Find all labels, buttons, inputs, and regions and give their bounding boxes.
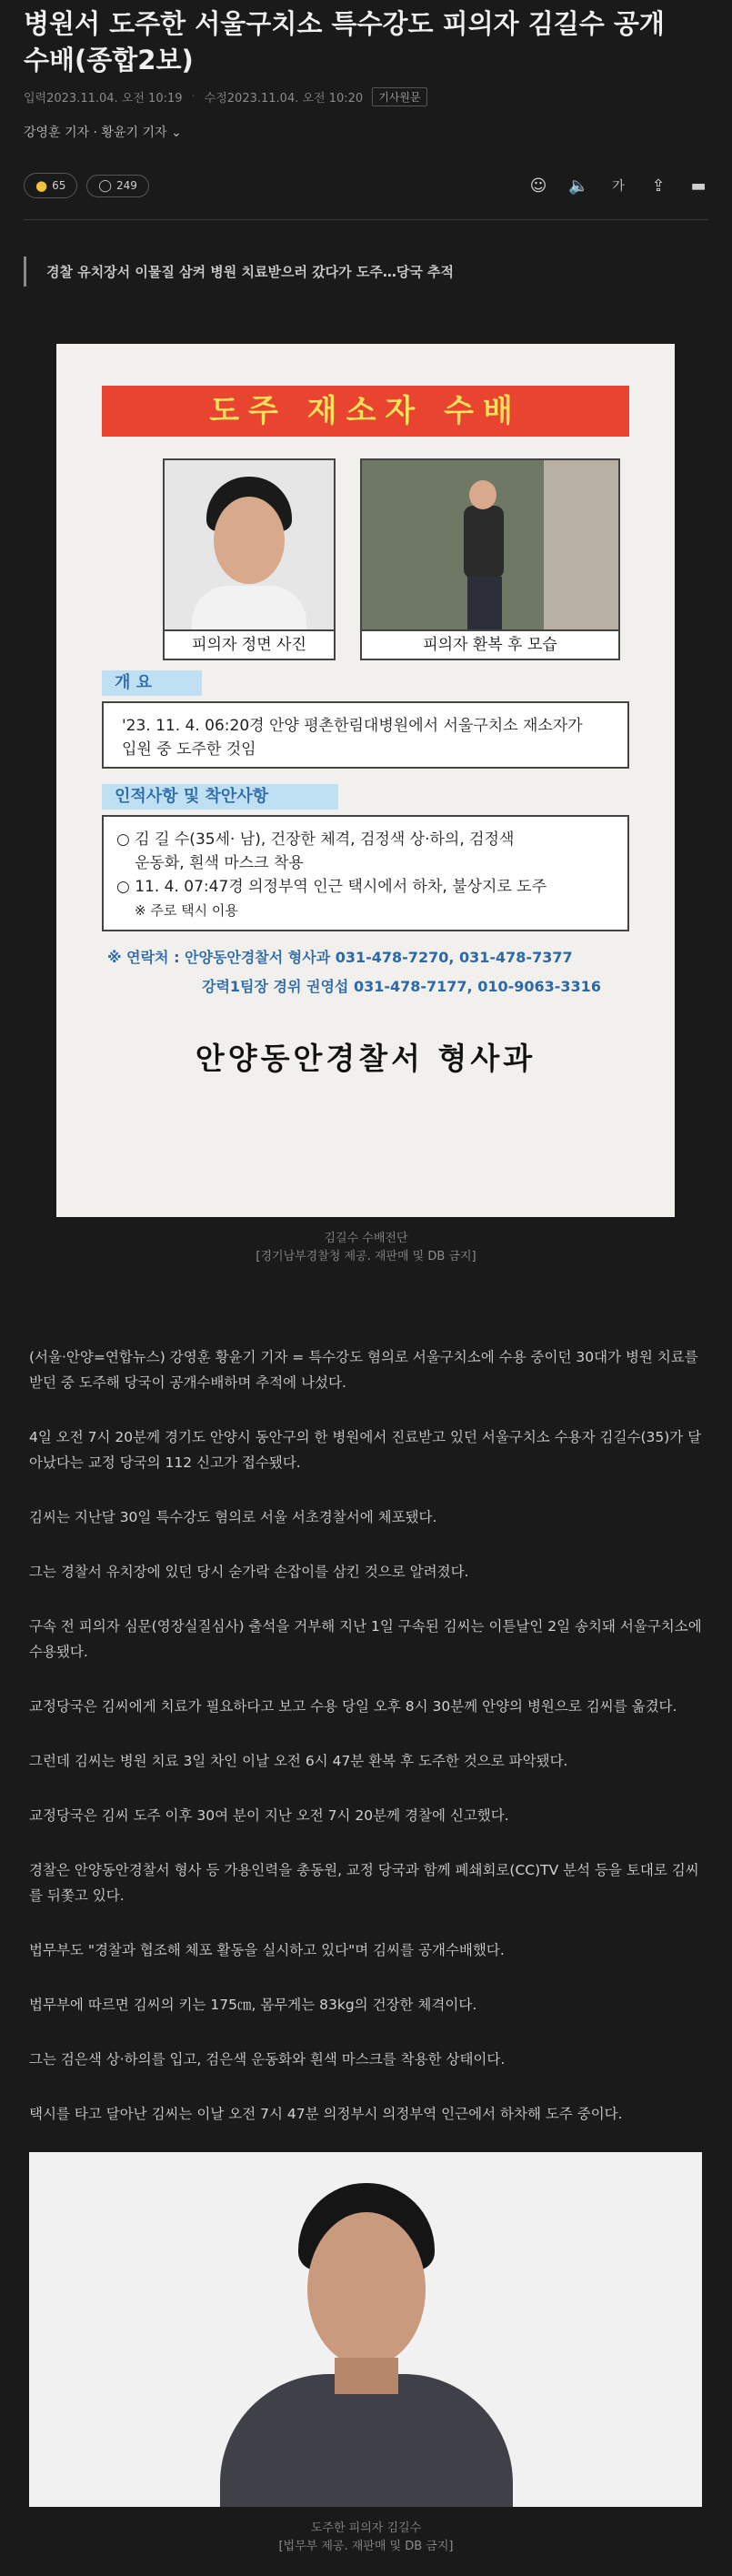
figure-head	[469, 480, 496, 509]
reporter-names: 강영훈 기자 · 황윤기 기자	[24, 126, 167, 140]
poster-changed-clothes-photo	[360, 458, 620, 633]
body-paragraph: (서울·안양=연합뉴스) 강영훈 황윤기 기자 = 특수강도 혐의로 서울구치소에 수용 중이던 30대가 병원 치료를 받던 중 도주해 당국이 공개수배하며 추적에 나섰다.	[29, 1349, 698, 1391]
poster-caption-line-2: [경기남부경찰청 제공. 재판매 및 DB 금지]	[256, 1250, 476, 1263]
body-paragraph: 경찰은 안양동안경찰서 형사 등 가용인력을 총동원, 교정 당국과 함께 폐쇄회로(CC)TV 분석 등을 토대로 김씨를 뒤쫓고 있다.	[29, 1862, 699, 1904]
comment-button[interactable]	[86, 175, 148, 197]
body-paragraph: 교정당국은 김씨 도주 이후 30여 분이 지난 오전 7시 20분께 경찰에 신고했다.	[29, 1807, 509, 1824]
share-icon[interactable]: ⇪	[651, 176, 666, 196]
original-article-link[interactable]: 기사원문	[372, 87, 426, 106]
shirt-shape	[192, 586, 306, 631]
body-paragraph: 법무부도 "경찰과 협조해 체포 활동을 실시하고 있다"며 김씨를 공개수배했다.	[29, 1942, 505, 1958]
suspect-photo	[29, 2152, 702, 2507]
article-header	[0, 0, 732, 199]
body-paragraph: 그는 경찰서 유치장에 있던 당시 숟가락 손잡이를 삼킨 것으로 알려졌다.	[29, 1564, 469, 1580]
detail1-line-1: ○ 김 길 수(35세· 남), 건장한 체격, 검정색 상·하의, 검정색	[116, 830, 515, 849]
reaction-button[interactable]	[24, 173, 77, 198]
article-title	[24, 5, 708, 78]
comment-bubble-icon: ◯	[98, 178, 112, 193]
overview-line-1: '23. 11. 4. 06:20경 안양 평촌한림대병원에서 서울구치소 재소자가	[122, 717, 583, 735]
poster-banner: 도주 재소자 수배	[102, 386, 629, 437]
reaction-count: 65	[52, 179, 66, 192]
suspect-photo-caption	[0, 2520, 732, 2556]
article-meta	[24, 87, 708, 106]
body-paragraph: 교정당국은 김씨에게 치료가 필요하다고 보고 수용 당일 오후 8시 30분께 안양의 병원으로 김씨를 옮겼다.	[29, 1698, 677, 1715]
toolbar-icons	[528, 176, 708, 196]
face-shape	[214, 497, 285, 584]
print-icon[interactable]: ▬	[690, 176, 707, 196]
reporter-dropdown[interactable]	[24, 123, 708, 141]
poster-section-details: 인적사항 및 착안사항	[102, 784, 338, 810]
figure-legs	[467, 577, 502, 629]
body-paragraph: 4일 오전 7시 20분께 경기도 안양시 동안구의 한 병원에서 진료받고 있던 서울구치소 수용자 김길수(35)가 달아났다는 교정 당국의 112 신고가 접수됐다.	[29, 1429, 702, 1471]
photo2-label: 피의자 환복 후 모습	[360, 629, 620, 660]
article-body	[29, 1344, 702, 2156]
poster-contact-2: 강력1팀장 경위 권영섭 031-478-7177, 010-9063-3316	[202, 978, 601, 995]
photo1-label: 피의자 정면 사진	[163, 629, 336, 660]
summary-robot-icon[interactable]: ☺	[529, 176, 547, 196]
detail1-line-2: 운동화, 흰색 마스크 착용	[135, 854, 304, 872]
article-toolbar	[24, 172, 708, 199]
figure-torso	[464, 506, 504, 579]
modified-time: 수정2023.11.04. 오전 10:20	[204, 92, 364, 106]
building-shape	[544, 460, 618, 631]
photo-face	[307, 2212, 426, 2367]
body-paragraph: 구속 전 피의자 심문(영장실질심사) 출석을 거부해 지난 1일 구속된 김씨는 이튿날인 2일 송치돼 서울구치소에 수용됐다.	[29, 1618, 702, 1660]
poster-front-photo	[163, 458, 336, 633]
poster-office: 안양동안경찰서 형사과	[195, 1041, 536, 1076]
font-size-icon[interactable]: 가	[612, 178, 625, 194]
emoji-reaction-icon: ●	[35, 177, 48, 194]
suspect-caption-line-1: 도주한 피의자 김길수	[310, 2521, 422, 2535]
details-box	[102, 815, 629, 931]
detail2-line-1: ○ 11. 4. 07:47경 의정부역 인근 택시에서 하차, 불상지로 도주	[116, 878, 547, 896]
overview-line-2: 입원 중 도주한 것임	[122, 740, 256, 759]
meta-separator: ·	[191, 90, 196, 104]
overview-box	[102, 701, 629, 769]
published-time: 입력2023.11.04. 오전 10:19	[24, 92, 183, 106]
body-paragraph: 그런데 김씨는 병원 치료 3일 차인 이날 오전 6시 47분 환복 후 도주한 것으로 파악됐다.	[29, 1753, 568, 1769]
poster-caption-line-1: 김길수 수배전단	[324, 1232, 408, 1245]
poster-contact-1: ※ 연락처 : 안양동안경찰서 형사과 031-478-7270, 031-478-7377	[107, 949, 573, 966]
chevron-down-icon: ⌄	[170, 126, 182, 140]
speaker-icon[interactable]: 🔈	[568, 176, 589, 196]
detail2-line-2: ※ 주로 택시 이용	[135, 902, 238, 919]
title-line-2: 수배(종합2보)	[24, 45, 194, 75]
article-subheading: 경찰 유치장서 이물질 삼켜 병원 치료받으러 갔다가 도주…당국 추적	[24, 257, 708, 287]
wanted-poster-image	[56, 344, 675, 1217]
photo-neck	[335, 2358, 398, 2394]
header-divider	[24, 219, 708, 220]
suspect-caption-line-2: [법무부 제공. 재판매 및 DB 금지]	[278, 2540, 454, 2553]
comment-count: 249	[115, 179, 137, 192]
body-paragraph: 그는 검은색 상·하의를 입고, 검은색 운동화와 흰색 마스크를 착용한 상태이다.	[29, 2051, 506, 2068]
body-paragraph: 법무부에 따르면 김씨의 키는 175㎝, 몸무게는 83kg의 건장한 체격이다.	[29, 1997, 477, 2013]
body-paragraph: 김씨는 지난달 30일 특수강도 혐의로 서울 서초경찰서에 체포됐다.	[29, 1509, 437, 1525]
poster-section-overview: 개 요	[102, 670, 202, 696]
body-paragraph: 택시를 타고 달아난 김씨는 이날 오전 7시 47분 의정부시 의정부역 인근에서 하차해 도주 중이다.	[29, 2106, 623, 2122]
poster-caption	[0, 1230, 732, 1266]
title-line-1: 병원서 도주한 서울구치소 특수강도 피의자 김길수 공개	[24, 8, 665, 39]
